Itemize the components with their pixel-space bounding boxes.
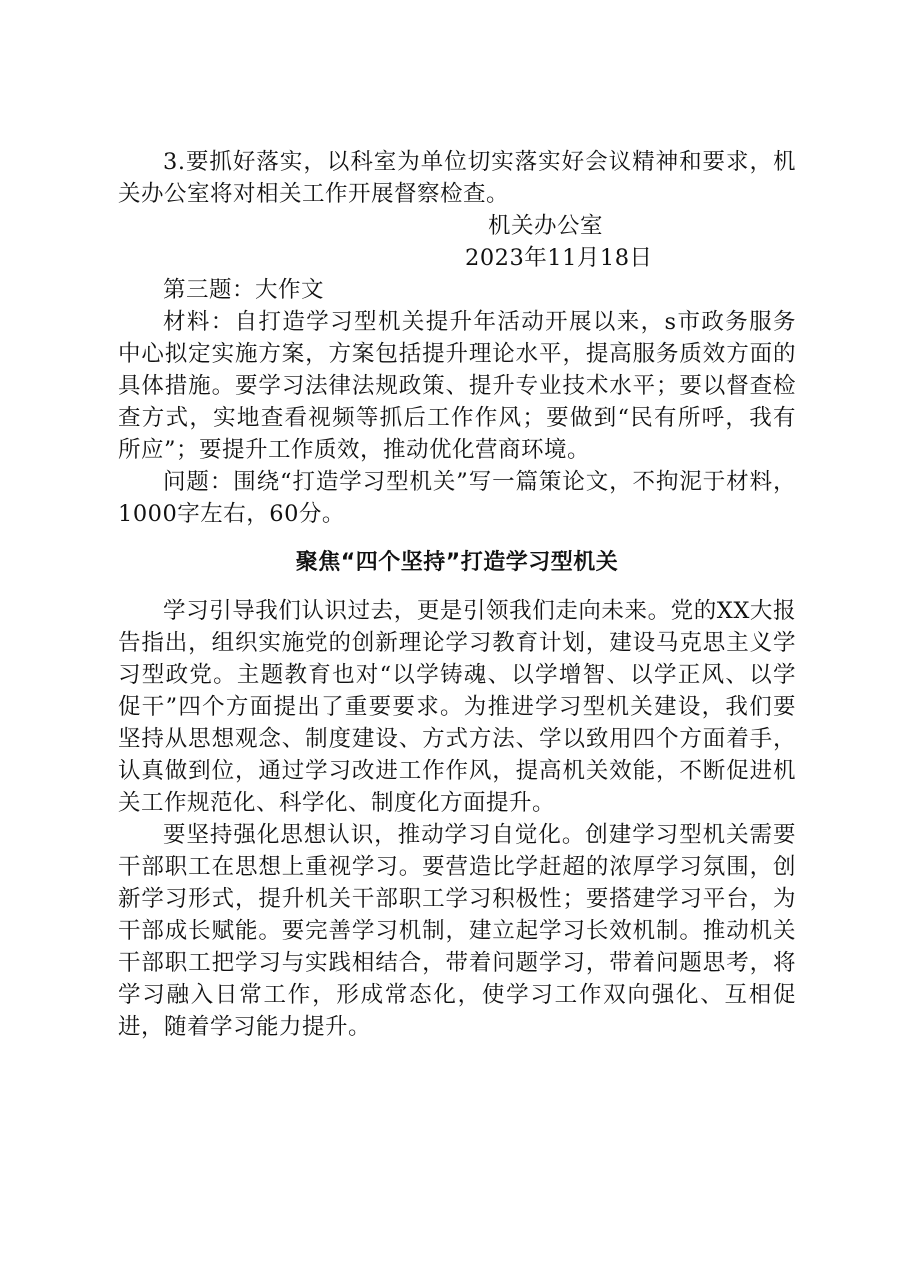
essay-paragraph-point-one: 要坚持强化思想认识，推动学习自觉化。创建学习型机关需要干部职工在思想上重视学习。要营造比学赶超的浓厚学习氛围，创新学习形式，提升机关干部职工学习积极性；要搭建学习平台，为干部成长赋能。要完善学习机制，建立起学习长效机制。推动机关干部职工把学习与实践相结合，带着问题学习，带着问题思考，将学习融入日常工作，形成常态化，使学习工作双向强化、互相促进，随着学习能力提升。 (118, 822, 796, 1040)
material-paragraph: 材料：自打造学习型机关提升年活动开展以来，s市政务服务中心拟定实施方案，方案包括提升理论水平，提高服务质效方面的具体措施。要学习法律法规政策、提升专业技术水平；要以督查检查方式，实地查看视频等抓后工作作风；要做到“民有所呼，我有所应”；要提升工作质效，推动优化营商环境。 (118, 309, 796, 463)
question-paragraph: 问题：围绕“打造学习型机关”写一篇策论文，不拘泥于材料，1000字左右，60分。 (118, 469, 796, 527)
signature-date: 2023年11月18日 (465, 245, 653, 271)
essay-title: 聚焦“四个坚持”打造学习型机关 (295, 550, 619, 575)
signature-organization: 机关办公室 (488, 213, 604, 239)
notice-paragraph: 3.要抓好落实，以科室为单位切实落实好会议精神和要求，机关办公室将对相关工作开展督察检查。 (118, 149, 796, 207)
topic-label: 第三题：大作文 (163, 277, 325, 303)
document-body (118, 146, 796, 1043)
essay-paragraph-intro: 学习引导我们认识过去，更是引领我们走向未来。党的XX大报告指出，组织实施党的创新理论学习教育计划，建设马克思主义学习型政党。主题教育也对“以学铸魂、以学增智、以学正风、以学促干”四个方面提出了重要要求。为推进学习型机关建设，我们要坚持从思想观念、制度建设、方式方法、学以致用四个方面着手，认真做到位，通过学习改进工作作风，提高机关效能，不断促进机关工作规范化、科学化、制度化方面提升。 (118, 598, 796, 816)
